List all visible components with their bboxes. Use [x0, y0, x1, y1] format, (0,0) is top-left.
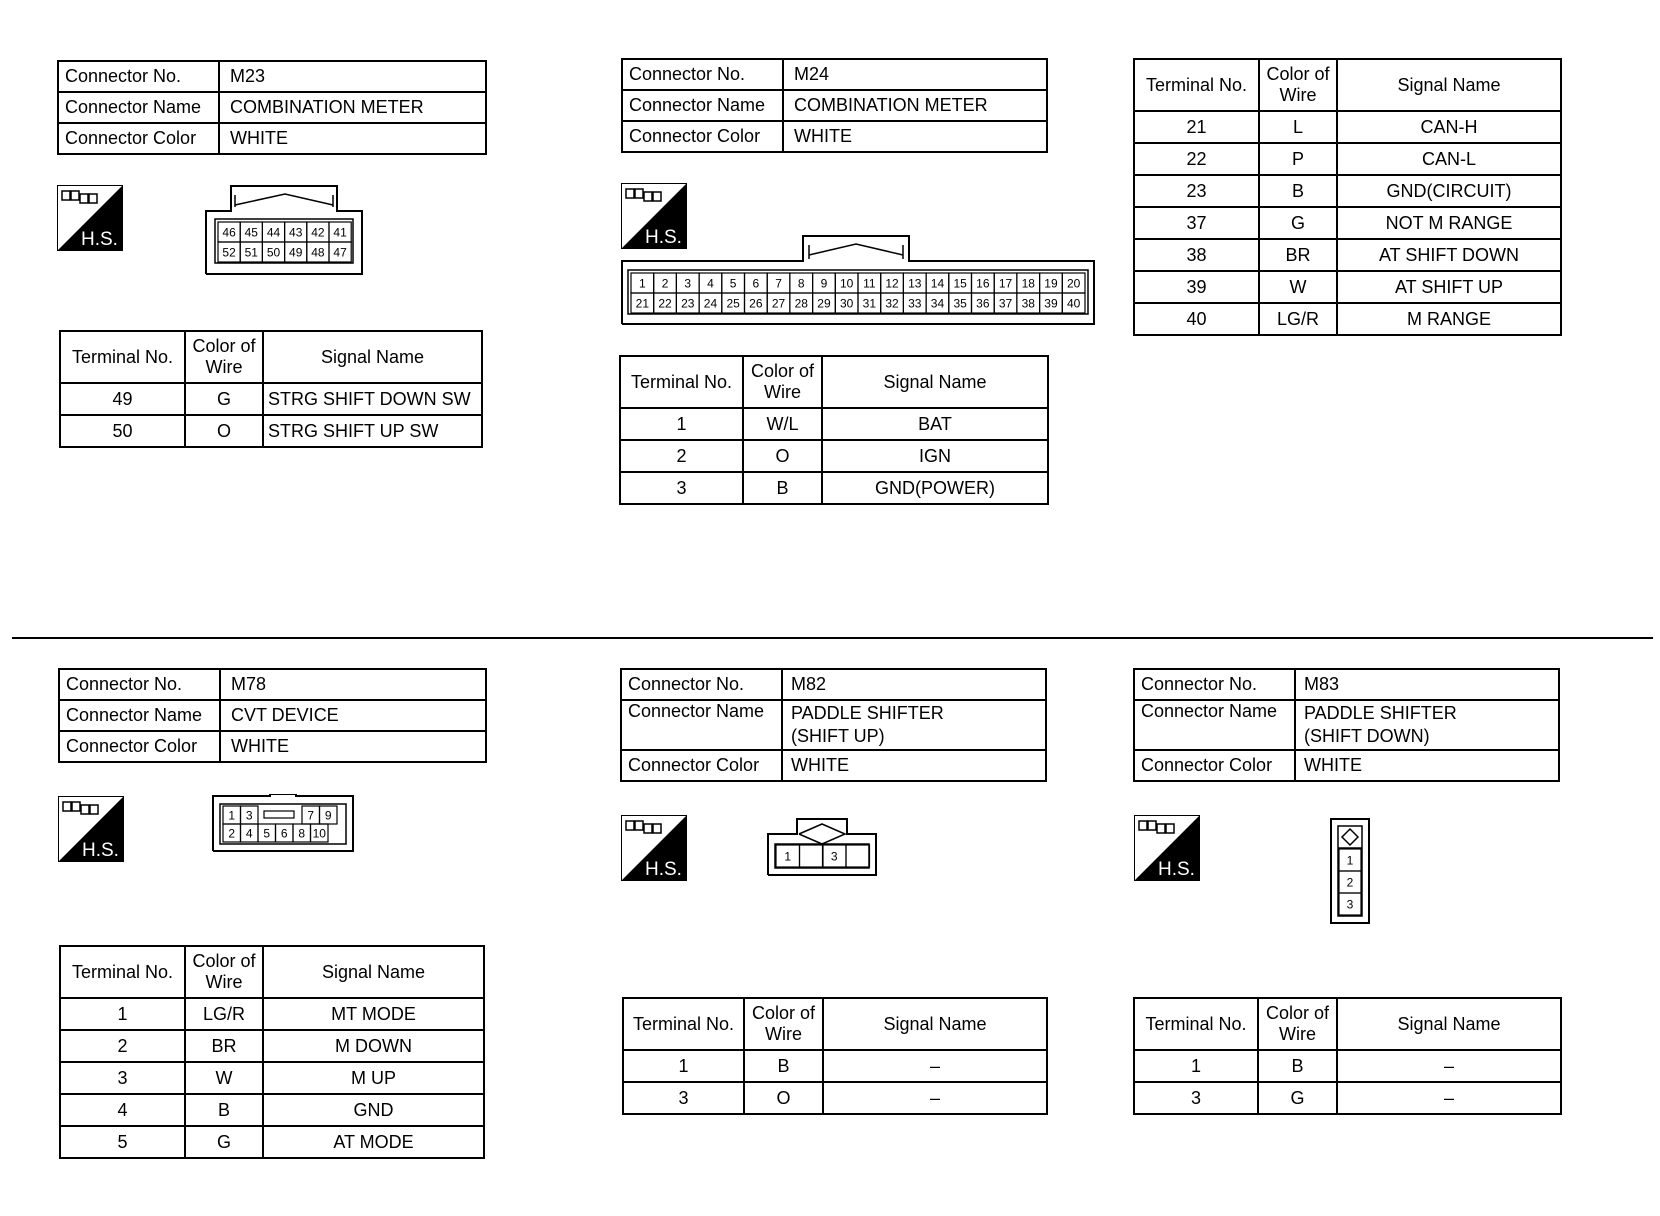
pin-number: 6 — [752, 276, 760, 291]
hs-label: H.S. — [1158, 859, 1195, 880]
signal-cell: BAT — [822, 408, 1048, 440]
pin-number: 3 — [245, 808, 253, 823]
hs-label: H.S. — [81, 229, 118, 250]
connector-no-value: M82 — [782, 669, 1046, 700]
pin-number: 19 — [1044, 276, 1058, 291]
section-divider — [12, 637, 1653, 639]
wire-color-cell: B — [743, 472, 822, 504]
hs-label: H.S. — [645, 227, 682, 248]
pin-number: 13 — [908, 276, 922, 291]
table-row — [1134, 175, 1561, 207]
connector-no-label: Connector No. — [1134, 669, 1295, 700]
pin-number: 36 — [976, 296, 990, 311]
connector-name-value: PADDLE SHIFTER (SHIFT DOWN) — [1295, 700, 1559, 750]
pin-number: 48 — [311, 245, 325, 260]
wire-color-cell: LG/R — [1259, 303, 1337, 335]
terminal-cell: 1 — [60, 998, 185, 1030]
table-row — [1134, 239, 1561, 271]
m83-signal-table — [1133, 997, 1562, 1115]
terminal-cell: 3 — [623, 1082, 744, 1114]
pin-number: 27 — [771, 296, 786, 311]
wire-color-cell: B — [185, 1094, 263, 1126]
pin-number: 45 — [244, 225, 258, 240]
signal-cell: CAN-L — [1337, 143, 1561, 175]
connector-name-value: PADDLE SHIFTER (SHIFT UP) — [782, 700, 1046, 750]
m23-signal-table — [59, 330, 483, 448]
harness-side-icon — [58, 796, 124, 862]
pin-number: 41 — [333, 225, 347, 240]
wire-color-cell: G — [1258, 1082, 1337, 1114]
pin-number: 44 — [266, 225, 281, 240]
connector-name-label: Connector Name — [622, 90, 783, 121]
terminal-cell: 1 — [1134, 1050, 1258, 1082]
connector-name-label: Connector Name — [1134, 700, 1295, 750]
pin-number: 3 — [1346, 897, 1354, 912]
m78-connector-face — [212, 794, 354, 852]
pin-number: 35 — [953, 296, 967, 311]
pin-number: 42 — [311, 225, 325, 240]
table-row — [60, 1126, 484, 1158]
signal-cell: M UP — [263, 1062, 484, 1094]
pin-number: 7 — [307, 808, 315, 823]
table-row — [620, 440, 1048, 472]
connector-name-value: CVT DEVICE — [220, 700, 486, 731]
pin-number: 9 — [820, 276, 828, 291]
table-row — [623, 1050, 1047, 1082]
m83-connector-face — [1330, 818, 1370, 924]
color-of-wire-header: Color of Wire — [1258, 998, 1337, 1050]
pin-number: 39 — [1044, 296, 1058, 311]
signal-cell: GND — [263, 1094, 484, 1126]
wire-color-cell: L — [1259, 111, 1337, 143]
table-row — [60, 998, 484, 1030]
terminal-no-header: Terminal No. — [1134, 998, 1258, 1050]
color-of-wire-header: Color of Wire — [744, 998, 823, 1050]
connector-name-value: COMBINATION METER — [783, 90, 1047, 121]
table-row — [1134, 143, 1561, 175]
connector-no-value: M78 — [220, 669, 486, 700]
m82-signal-table — [622, 997, 1048, 1115]
wire-color-cell: W — [185, 1062, 263, 1094]
signal-name-header: Signal Name — [1337, 998, 1561, 1050]
pin-number: 10 — [312, 826, 326, 841]
wire-color-cell: G — [185, 1126, 263, 1158]
pin-number: 20 — [1066, 276, 1081, 291]
pin-number: 6 — [280, 826, 288, 841]
m82-info-table — [620, 668, 1047, 782]
signal-cell: MT MODE — [263, 998, 484, 1030]
signal-cell: GND(CIRCUIT) — [1337, 175, 1561, 207]
m24-info-table — [621, 58, 1048, 153]
pin-number: 4 — [707, 276, 714, 291]
pin-number: 34 — [930, 296, 945, 311]
terminal-cell: 3 — [620, 472, 743, 504]
pin-number: 32 — [885, 296, 899, 311]
signal-cell: – — [823, 1050, 1047, 1082]
pin-number: 11 — [863, 276, 876, 291]
pin-number: 33 — [908, 296, 922, 311]
signal-cell: AT SHIFT UP — [1337, 271, 1561, 303]
pin-number: 2 — [661, 276, 669, 291]
pin-number: 2 — [228, 826, 236, 841]
terminal-no-header: Terminal No. — [1134, 59, 1259, 111]
terminal-cell: 49 — [60, 383, 185, 415]
color-of-wire-header: Color of Wire — [185, 331, 263, 383]
harness-side-icon — [621, 815, 687, 881]
connector-no-label: Connector No. — [59, 669, 220, 700]
wire-color-cell: B — [1259, 175, 1337, 207]
wire-color-cell: G — [1259, 207, 1337, 239]
connector-name-label: Connector Name — [58, 92, 219, 123]
pin-number: 8 — [797, 276, 805, 291]
wire-color-cell: B — [1258, 1050, 1337, 1082]
connector-color-label: Connector Color — [621, 750, 782, 781]
pin-number: 22 — [658, 296, 672, 311]
terminal-no-header: Terminal No. — [60, 946, 185, 998]
wire-color-cell: O — [744, 1082, 823, 1114]
signal-cell: – — [1337, 1082, 1561, 1114]
m24-signal-table-continued — [1133, 58, 1562, 336]
connector-name-label: Connector Name — [621, 700, 782, 750]
m78-info-table — [58, 668, 487, 763]
terminal-cell: 4 — [60, 1094, 185, 1126]
pin-number: 15 — [953, 276, 967, 291]
pin-number: 51 — [244, 245, 258, 260]
pin-number: 29 — [817, 296, 831, 311]
color-of-wire-header: Color of Wire — [1259, 59, 1337, 111]
table-row — [60, 415, 482, 447]
pin-number: 12 — [885, 276, 899, 291]
signal-cell: M RANGE — [1337, 303, 1561, 335]
signal-cell: STRG SHIFT DOWN SW — [263, 383, 482, 415]
connector-no-label: Connector No. — [621, 669, 782, 700]
pin-number: 47 — [333, 245, 347, 260]
table-row — [1134, 207, 1561, 239]
terminal-cell: 3 — [60, 1062, 185, 1094]
terminal-cell: 23 — [1134, 175, 1259, 207]
connector-color-value: WHITE — [783, 121, 1047, 152]
signal-name-header: Signal Name — [823, 998, 1047, 1050]
wire-color-cell: G — [185, 383, 263, 415]
signal-cell: GND(POWER) — [822, 472, 1048, 504]
signal-cell: – — [823, 1082, 1047, 1114]
wire-color-cell: O — [185, 415, 263, 447]
signal-name-header: Signal Name — [263, 331, 482, 383]
m82-connector-face — [767, 818, 877, 876]
pin-number: 26 — [749, 296, 763, 311]
pin-number: 23 — [681, 296, 695, 311]
pin-number: 37 — [998, 296, 1013, 311]
m24-signal-table — [619, 355, 1049, 505]
wire-color-cell: B — [744, 1050, 823, 1082]
pin-number: 46 — [222, 225, 236, 240]
terminal-no-header: Terminal No. — [623, 998, 744, 1050]
pin-number: 1 — [639, 276, 646, 291]
terminal-no-header: Terminal No. — [60, 331, 185, 383]
m83-info-table — [1133, 668, 1560, 782]
signal-cell: IGN — [822, 440, 1048, 472]
pin-number: 4 — [245, 826, 253, 841]
table-row — [1134, 303, 1561, 335]
table-row — [60, 383, 482, 415]
table-row — [60, 1094, 484, 1126]
harness-side-icon — [57, 185, 123, 251]
connector-color-value: WHITE — [219, 123, 486, 154]
terminal-cell: 2 — [620, 440, 743, 472]
signal-cell: AT MODE — [263, 1126, 484, 1158]
connector-no-label: Connector No. — [58, 61, 219, 92]
terminal-cell: 37 — [1134, 207, 1259, 239]
connector-color-label: Connector Color — [59, 731, 220, 762]
connector-color-label: Connector Color — [58, 123, 219, 154]
table-row — [1134, 271, 1561, 303]
terminal-cell: 22 — [1134, 143, 1259, 175]
table-row — [623, 1082, 1047, 1114]
signal-name-header: Signal Name — [1337, 59, 1561, 111]
pin-number: 3 — [684, 276, 692, 291]
pin-number: 18 — [1021, 276, 1035, 291]
pin-number: 14 — [930, 276, 945, 291]
pin-number: 10 — [839, 276, 854, 291]
m23-connector-face — [205, 185, 363, 275]
terminal-cell: 50 — [60, 415, 185, 447]
hs-label: H.S. — [82, 840, 119, 861]
signal-cell: CAN-H — [1337, 111, 1561, 143]
color-of-wire-header: Color of Wire — [185, 946, 263, 998]
pin-number: 38 — [1021, 296, 1035, 311]
signal-cell: NOT M RANGE — [1337, 207, 1561, 239]
terminal-no-header: Terminal No. — [620, 356, 743, 408]
pin-number: 1 — [784, 849, 792, 864]
signal-cell: – — [1337, 1050, 1561, 1082]
connector-color-label: Connector Color — [1134, 750, 1295, 781]
wire-color-cell: W — [1259, 271, 1337, 303]
connector-no-value: M83 — [1295, 669, 1559, 700]
m23-info-table — [57, 60, 487, 155]
connector-color-label: Connector Color — [622, 121, 783, 152]
pin-number: 24 — [703, 296, 718, 311]
pin-number: 9 — [324, 808, 332, 823]
signal-cell: AT SHIFT DOWN — [1337, 239, 1561, 271]
connector-name-label: Connector Name — [59, 700, 220, 731]
connector-no-label: Connector No. — [622, 59, 783, 90]
signal-cell: STRG SHIFT UP SW — [263, 415, 482, 447]
pin-number: 49 — [289, 245, 303, 260]
connector-name-value: COMBINATION METER — [219, 92, 486, 123]
pin-number: 17 — [998, 276, 1013, 291]
table-row — [1134, 1082, 1561, 1114]
pin-number: 7 — [775, 276, 782, 291]
pin-number: 1 — [228, 808, 236, 823]
pin-number: 30 — [839, 296, 854, 311]
signal-name-header: Signal Name — [822, 356, 1048, 408]
terminal-cell: 2 — [60, 1030, 185, 1062]
terminal-cell: 5 — [60, 1126, 185, 1158]
signal-cell: M DOWN — [263, 1030, 484, 1062]
wire-color-cell: P — [1259, 143, 1337, 175]
pin-number: 40 — [1066, 296, 1081, 311]
harness-side-icon — [1134, 815, 1200, 881]
table-row — [620, 408, 1048, 440]
pin-number: 1 — [1346, 853, 1354, 868]
pin-number: 8 — [298, 826, 306, 841]
table-row — [60, 1030, 484, 1062]
connector-color-value: WHITE — [220, 731, 486, 762]
terminal-cell: 1 — [620, 408, 743, 440]
pin-number: 25 — [726, 296, 740, 311]
wire-color-cell: W/L — [743, 408, 822, 440]
pin-number: 21 — [635, 296, 650, 311]
hs-label: H.S. — [645, 859, 682, 880]
terminal-cell: 38 — [1134, 239, 1259, 271]
pin-number: 5 — [729, 276, 737, 291]
m24-connector-face — [621, 235, 1095, 325]
wire-color-cell: BR — [1259, 239, 1337, 271]
wire-color-cell: O — [743, 440, 822, 472]
table-row — [620, 472, 1048, 504]
pin-number: 52 — [222, 245, 236, 260]
table-row — [1134, 1050, 1561, 1082]
pin-number: 28 — [794, 296, 808, 311]
table-row — [60, 1062, 484, 1094]
wire-color-cell: LG/R — [185, 998, 263, 1030]
pin-number: 31 — [862, 296, 877, 311]
terminal-cell: 40 — [1134, 303, 1259, 335]
table-row — [1134, 111, 1561, 143]
pin-number: 16 — [976, 276, 990, 291]
pin-number: 3 — [830, 849, 838, 864]
pin-number: 2 — [1346, 875, 1354, 890]
terminal-cell: 39 — [1134, 271, 1259, 303]
pin-number: 5 — [263, 826, 271, 841]
connector-no-value: M23 — [219, 61, 486, 92]
terminal-cell: 1 — [623, 1050, 744, 1082]
m78-signal-table — [59, 945, 485, 1159]
connector-no-value: M24 — [783, 59, 1047, 90]
pin-number: 50 — [266, 245, 281, 260]
signal-name-header: Signal Name — [263, 946, 484, 998]
connector-color-value: WHITE — [782, 750, 1046, 781]
pin-number: 43 — [289, 225, 303, 240]
terminal-cell: 3 — [1134, 1082, 1258, 1114]
wire-color-cell: BR — [185, 1030, 263, 1062]
terminal-cell: 21 — [1134, 111, 1259, 143]
color-of-wire-header: Color of Wire — [743, 356, 822, 408]
connector-color-value: WHITE — [1295, 750, 1559, 781]
